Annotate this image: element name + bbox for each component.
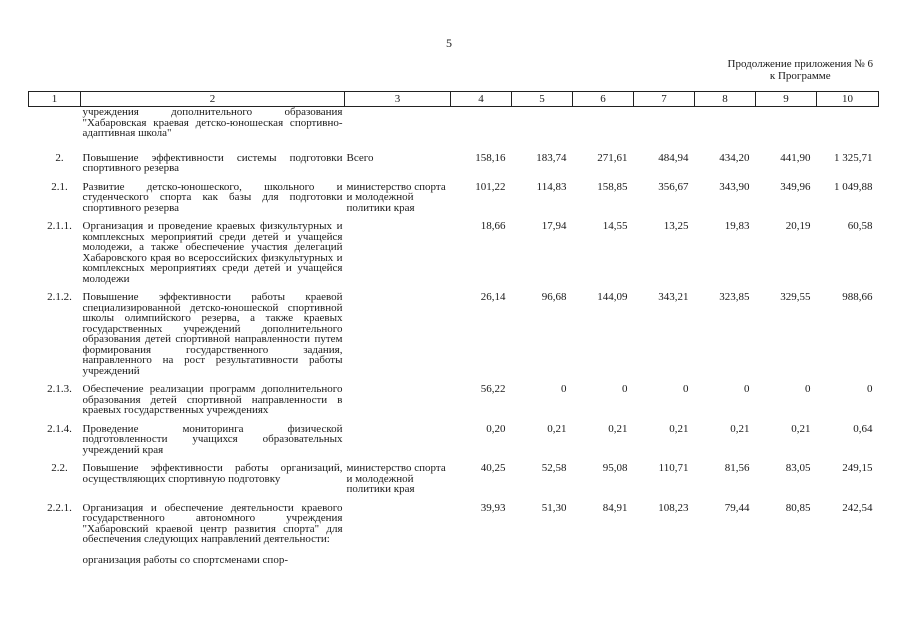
row-value: 39,93 — [480, 501, 506, 514]
table-row — [29, 384, 879, 424]
row-value: 52,58 — [541, 462, 567, 474]
row-responsible — [345, 553, 451, 566]
row-value: 484,94 — [658, 151, 689, 164]
row-responsible — [345, 292, 451, 384]
row-value: 988,66 — [842, 291, 873, 303]
header-cell: 8 — [695, 92, 756, 107]
row-value: 242,54 — [842, 501, 873, 514]
row-value: 0,21 — [547, 422, 567, 435]
row-value — [817, 553, 879, 566]
row-value: 19,83 — [724, 220, 750, 232]
row-code: 2.1.3. — [47, 383, 72, 395]
row-responsible: Всего — [346, 151, 374, 164]
header-cell: 3 — [345, 92, 451, 107]
row-name: Повышение эффективности работы краевой специализированной детско-юношеской спортивной школы олимпийского резерва, а также краевых государственных учреждений дополнительного образования детей спортивной направленности путем формирования государственного задания, направленного на рост результативности работы учреждений — [82, 291, 343, 377]
row-value: 1 049,88 — [834, 180, 873, 193]
row-value — [695, 107, 756, 153]
row-code: 2.2. — [51, 462, 68, 474]
row-name: Проведение мониторинга физической подготовленности учащихся образовательных учреждений края — [82, 422, 343, 456]
row-code: 2.1.1. — [47, 220, 72, 232]
row-value: 80,85 — [785, 501, 811, 514]
row-value: 56,22 — [480, 383, 506, 395]
row-name: Развитие детско-юношеского, школьного и студенческого спорта как базы для подготовки спортивного резерва — [82, 180, 343, 214]
row-value: 0 — [622, 383, 628, 395]
row-value — [634, 553, 695, 566]
row-value: 17,94 — [541, 220, 567, 232]
row-value: 110,71 — [658, 462, 689, 474]
row-value: 81,56 — [724, 462, 750, 474]
header-cell: 10 — [817, 92, 879, 107]
table-row — [29, 424, 879, 464]
row-value: 108,23 — [658, 501, 689, 514]
row-value: 0,21 — [669, 422, 689, 435]
row-value: 0,21 — [608, 422, 628, 435]
program-table — [28, 91, 879, 565]
row-value: 349,96 — [780, 180, 811, 193]
appendix-line-1: Продолжение приложения № 6 — [727, 58, 873, 70]
row-value: 84,91 — [602, 501, 628, 514]
row-value: 249,15 — [842, 462, 873, 474]
header-cell: 4 — [451, 92, 512, 107]
row-value — [756, 553, 817, 566]
row-value — [512, 107, 573, 153]
row-code: 2.1.4. — [47, 422, 72, 435]
header-cell: 7 — [634, 92, 695, 107]
row-responsible — [345, 424, 451, 464]
table-body — [29, 107, 879, 566]
row-value: 51,30 — [541, 501, 567, 514]
table-row — [29, 153, 879, 182]
header-cell: 9 — [756, 92, 817, 107]
row-name: Повышение эффективности работы организаций, осуществляющих спортивную подготовку — [82, 462, 343, 485]
row-code: 2. — [55, 151, 64, 164]
row-value: 83,05 — [785, 462, 811, 474]
row-value — [573, 107, 634, 153]
row-value: 0 — [561, 383, 567, 395]
row-name: Организация и обеспечение деятельности краевого государственного автономного учреждения "Хабаровский краевой центр развития спорта" для обеспечения следующих направлений деятельности: — [82, 501, 343, 545]
row-responsible — [345, 384, 451, 424]
row-value: 20,19 — [785, 220, 811, 232]
row-value: 356,67 — [658, 180, 689, 193]
row-value: 0 — [867, 383, 873, 395]
header-cell: 1 — [29, 92, 81, 107]
row-value: 26,14 — [480, 291, 506, 303]
table-row — [29, 463, 879, 503]
row-value: 144,09 — [597, 291, 628, 303]
row-value: 101,22 — [475, 180, 506, 193]
row-value: 0,21 — [730, 422, 750, 435]
row-value: 14,55 — [602, 220, 628, 232]
row-code: 2.2.1. — [47, 501, 72, 514]
table-row — [29, 107, 879, 153]
row-value — [817, 107, 879, 153]
header-cell: 6 — [573, 92, 634, 107]
header-cell: 2 — [81, 92, 345, 107]
row-code: 2.1. — [51, 180, 68, 193]
row-value: 343,90 — [719, 180, 750, 193]
row-value: 95,08 — [602, 462, 628, 474]
row-value: 329,55 — [780, 291, 811, 303]
row-value: 13,25 — [663, 220, 689, 232]
row-value: 323,85 — [719, 291, 750, 303]
row-value: 183,74 — [536, 151, 567, 164]
row-name: учреждения дополнительного образования "Хабаровская краевая детско-юношеская спортивно-адаптивная школа" — [82, 106, 343, 139]
row-value: 343,21 — [658, 291, 689, 303]
row-responsible — [345, 221, 451, 292]
row-value: 1 325,71 — [834, 151, 873, 164]
row-value — [695, 553, 756, 566]
appendix-caption — [728, 58, 873, 82]
row-value: 0,64 — [853, 422, 873, 435]
appendix-line-2: к Программе — [769, 70, 831, 82]
row-value: 0 — [805, 383, 811, 395]
row-value: 96,68 — [541, 291, 567, 303]
table-row — [29, 221, 879, 292]
table-row — [29, 553, 879, 566]
row-name: Повышение эффективности системы подготовки спортивного резерва — [82, 151, 343, 174]
row-value: 0,20 — [486, 422, 506, 435]
header-cell: 5 — [512, 92, 573, 107]
row-value: 79,44 — [724, 501, 750, 514]
row-value: 60,58 — [847, 220, 873, 232]
table-header — [29, 92, 879, 107]
row-value — [756, 107, 817, 153]
table-row — [29, 503, 879, 553]
row-value: 114,83 — [536, 180, 567, 193]
row-value — [634, 107, 695, 153]
row-name: Обеспечение реализации программ дополнительного образования детей спортивной направленности в краевых государственных учреждениях — [82, 383, 343, 416]
row-value — [512, 553, 573, 566]
row-value: 0 — [683, 383, 689, 395]
row-responsible: министерство спорта и молодежной политики края — [346, 180, 446, 214]
row-name: Организация и проведение краевых физкультурных и комплексных мероприятий среди детей и учащейся молодежи, а также обеспечение участия делегаций Хабаровского края во всероссийских физкультурных и комплексных мероприятиях среди детей и учащейся молодежи — [82, 220, 343, 285]
row-value: 40,25 — [480, 462, 506, 474]
table-row — [29, 292, 879, 384]
row-value: 158,16 — [475, 151, 506, 164]
row-value — [573, 553, 634, 566]
table-row — [29, 182, 879, 222]
row-responsible — [345, 107, 451, 153]
row-value: 271,61 — [597, 151, 628, 164]
page-number: 5 — [446, 36, 452, 50]
row-name: организация работы со спортсменами спор- — [82, 553, 288, 566]
row-responsible: министерство спорта и молодежной политики края — [346, 462, 446, 495]
row-value: 158,85 — [597, 180, 628, 193]
row-value: 441,90 — [780, 151, 811, 164]
row-value — [451, 553, 512, 566]
row-value: 0 — [744, 383, 750, 395]
row-code: 2.1.2. — [47, 291, 72, 303]
row-code — [29, 553, 81, 566]
row-value: 434,20 — [719, 151, 750, 164]
row-responsible — [345, 503, 451, 553]
row-value: 18,66 — [480, 220, 506, 232]
row-code — [29, 107, 81, 153]
row-value: 0,21 — [791, 422, 811, 435]
row-value — [451, 107, 512, 153]
